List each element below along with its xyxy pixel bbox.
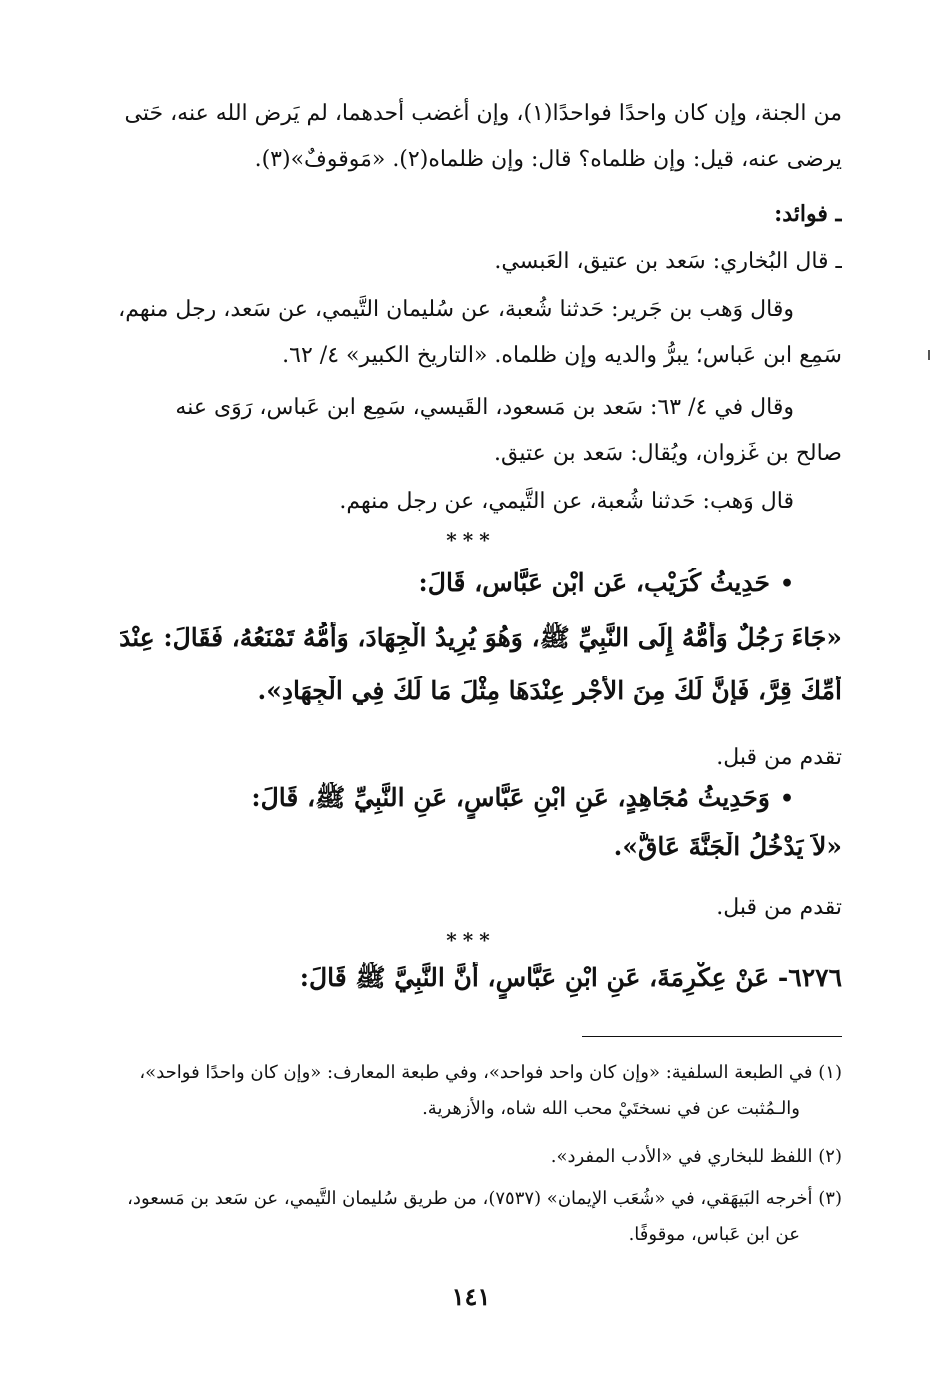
text-line: تقدم من قبل. <box>716 745 842 770</box>
hadith-heading-text: حَدِيثُ كُرَيْبٍ، عَنِ ابْنِ عَبَّاسٍ، قَالَ: <box>418 568 770 597</box>
section-divider-stars: *** <box>446 928 496 952</box>
section-heading: ـ فوائد: <box>774 201 842 227</box>
text-line: تقدم من قبل. <box>716 895 842 920</box>
bullet-icon: • <box>779 786 794 812</box>
text-line: قال وَهب: حَدثنا شُعبة، عن التَّيمي، عن رجل منهم. <box>339 489 794 514</box>
footnote: (٢) اللفظ للبخاري في «الأدب المفرد». <box>550 1146 842 1167</box>
hadith-text-line: أُمِّكَ قِرَّ، فَإِنَّ لَكَ مِنَ الأَجْرِ عِنْدَهَا مِثْلَ مَا لَكَ فِي الْجِهَادِ». <box>257 676 842 705</box>
text-line: وقال في ٤/ ٦٣: سَعد بن مَسعود، القَيسي، سَمِع ابن عَباس، رَوَى عنه <box>175 395 794 420</box>
hadith-heading-text: وَحَدِيثُ مُجَاهِدٍ، عَنِ ابْنِ عَبَّاسٍ، عَنِ النَّبِيِّ ﷺ، قَالَ: <box>251 783 770 812</box>
footnote: (٣) أخرجه البَيهَقي، في «شُعَب الإيمان» (٧٥٣٧)، من طريق سُليمان التَّيمي، عن سَعد بن مَسعود، <box>127 1188 842 1209</box>
scan-mark <box>928 350 930 360</box>
footnote-continuation: عن ابن عَباس، موقوفًا. <box>628 1224 800 1245</box>
text-line: من الجنة، وإن كان واحدًا فواحدًا(١)، وإن أغضب أحدهما، لم يَرض الله عنه، حَتى <box>124 101 842 126</box>
hadith-number-heading: ٦٢٧٦- عَنْ عِكْرِمَةَ، عَنِ ابْنِ عَبَّاسٍ، أَنَّ النَّبِيَّ ﷺ قَالَ: <box>299 963 842 992</box>
hadith-text-line: «لاَ يَدْخُلُ الْجَنَّةَ عَاقٌّ». <box>613 832 842 861</box>
text-line: ـ قال البُخاري: سَعد بن عتيق، العَبسي. <box>494 249 842 274</box>
hadith-text-line: «جَاءَ رَجُلٌ وَأُمُّهُ إِلَى النَّبِيِّ ﷺ، وَهُوَ يُرِيدُ الْجِهَادَ، وَأُمُّهُ تَمْنَعُهُ، فَقَالَ: عِنْدَ <box>119 623 842 652</box>
bullet-icon: • <box>779 571 794 597</box>
footnote-rule <box>582 1036 842 1037</box>
text-line: سَمِع ابن عَباس؛ يبرُّ والديه وإن ظلماه. «التاريخ الكبير» ٤/ ٦٢. <box>282 343 842 368</box>
hadith-heading <box>100 782 842 819</box>
footnote-continuation: والـمُثبت عن في نسختَيْ محب الله شاه، والأزهرية. <box>422 1098 800 1119</box>
footnote: (١) في الطبعة السلفية: «وإن كان واحد فواحد»، وفي طبعة المعارف: «وإن كان واحدًا فواحد»، <box>139 1062 842 1083</box>
page-number: ١٤١ <box>451 1282 491 1311</box>
text-line: صالح بن غَزوان، ويُقال: سَعد بن عتيق. <box>494 441 842 466</box>
hadith-heading <box>100 568 842 597</box>
text-line: وقال وَهب بن جَرير: حَدثنا شُعبة، عن سُليمان التَّيمي، عن سَعد، رجل منهم، <box>118 297 794 322</box>
section-divider-stars: *** <box>446 528 496 552</box>
text-line: يرضى عنه، قيل: وإن ظلماه؟ قال: وإن ظلماه(٢). «مَوقوفٌ»(٣). <box>254 147 842 172</box>
